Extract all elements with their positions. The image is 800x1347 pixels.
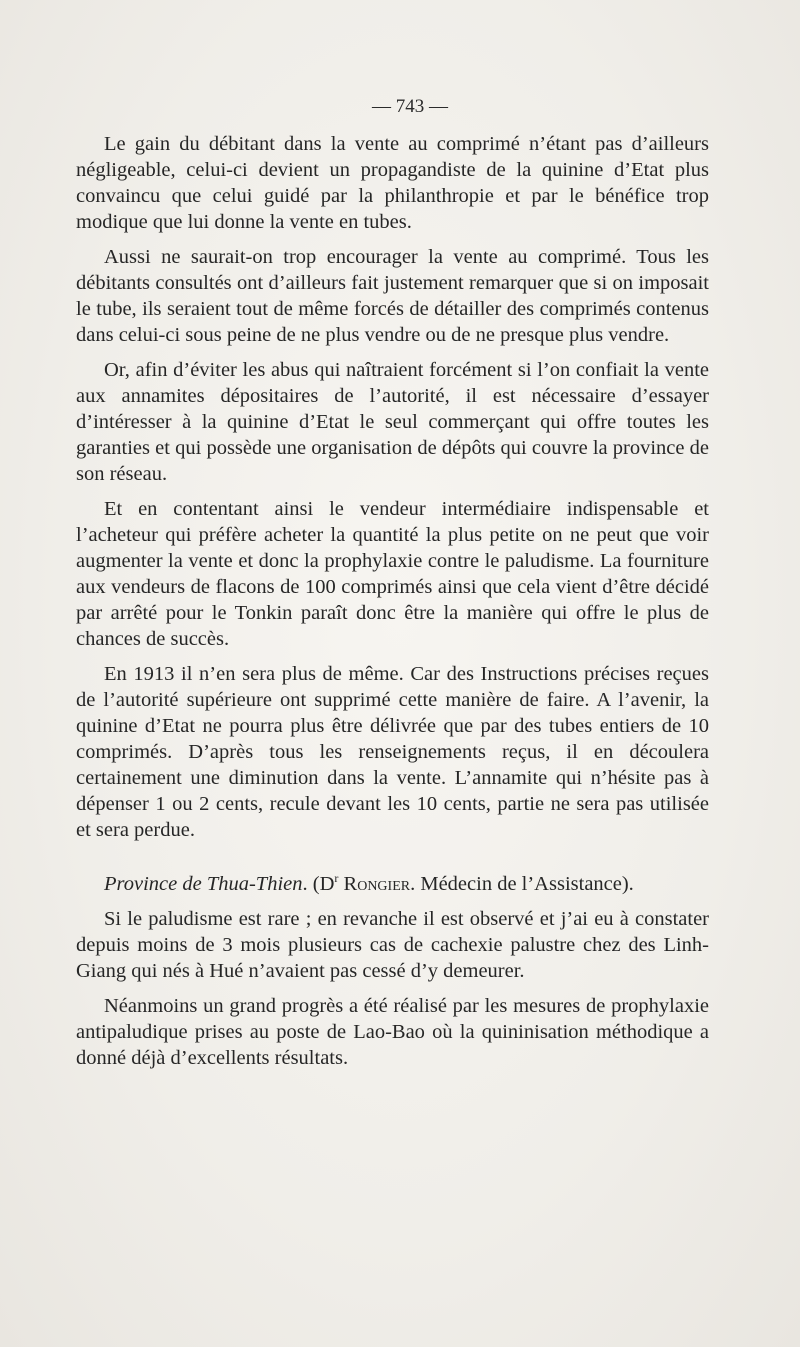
- paragraph: En 1913 il n’en sera plus de même. Car des Instructions précises reçues de l’autorité supérieure ont supprimé cette manière de faire. A l’avenir, la quinine d’Etat ne pourra plus être délivrée que par des tubes entiers de 10 comprimés. D’après tous les renseignements reçus, il en découlera certainement une diminution dans la vente. L’annamite qui n’hésite pas à dépenser 1 ou 2 cents, recule devant les 10 cents, partie ne sera pas utilisée et sera perdue.: [76, 663, 709, 841]
- doctor-abbrev-sup: r: [334, 871, 339, 886]
- heading-rest: . Médecin de l’Assistance).: [410, 873, 634, 895]
- heading-separator: . (D: [302, 873, 335, 895]
- paragraph: Et en contentant ainsi le vendeur intermédiaire indispensable et l’acheteur qui préfère acheter la quantité la plus petite on ne peut que voir augmenter la vente et donc la prophylaxie contre le paludisme. La fourniture aux vendeurs de flacons de 100 comprimés ainsi que cela vient d’être décidé par arrêté pour le Tonkin paraît donc être la manière qui offre le plus de chances de succès.: [76, 498, 709, 650]
- paragraph: Le gain du débitant dans la vente au comprimé n’étant pas d’ailleurs négligeable, celui-ci devient un propagandiste de la quinine d’Etat plus convaincu que celui guidé par la philanthropie et par le bénéfice trop modique que lui donne la vente en tubes.: [76, 133, 709, 233]
- section-heading: [76, 871, 709, 897]
- paragraph: Or, afin d’éviter les abus qui naîtraient forcément si l’on confiait la vente aux annamites dépositaires de l’autorité, il est nécessaire d’essayer d’intéresser à la quinine d’Etat le seul commerçant qui offre toutes les garanties et qui possède une organisation de dépôts qui couvre la province de son réseau.: [76, 359, 709, 485]
- paragraph: Néanmoins un grand progrès a été réalisé par les mesures de prophylaxie antipaludique prises au poste de Lao-Bao où la quininisation méthodique a donné déjà d’excellents résultats.: [76, 995, 709, 1069]
- doctor-name: Rongier: [343, 873, 411, 895]
- paragraph: Aussi ne saurait-on trop encourager la vente au comprimé. Tous les débitants consultés ont d’ailleurs fait justement remarquer que si on imposait le tube, ils seraient tout de même forcés de détailler des comprimés contenus dans celui-ci sous peine de ne plus vendre ou de ne presque plus vendre.: [76, 246, 709, 346]
- paragraph: Si le paludisme est rare ; en revanche il est observé et j’ai eu à constater depuis moins de 3 mois plusieurs cas de cachexie palustre chez des Linh-Giang qui nés à Hué n’avaient pas cessé d’y demeurer.: [76, 908, 709, 982]
- page-number: — 743 —: [372, 96, 448, 117]
- body-text: [76, 131, 709, 1080]
- province-name: Province de Thua-Thien: [104, 873, 303, 895]
